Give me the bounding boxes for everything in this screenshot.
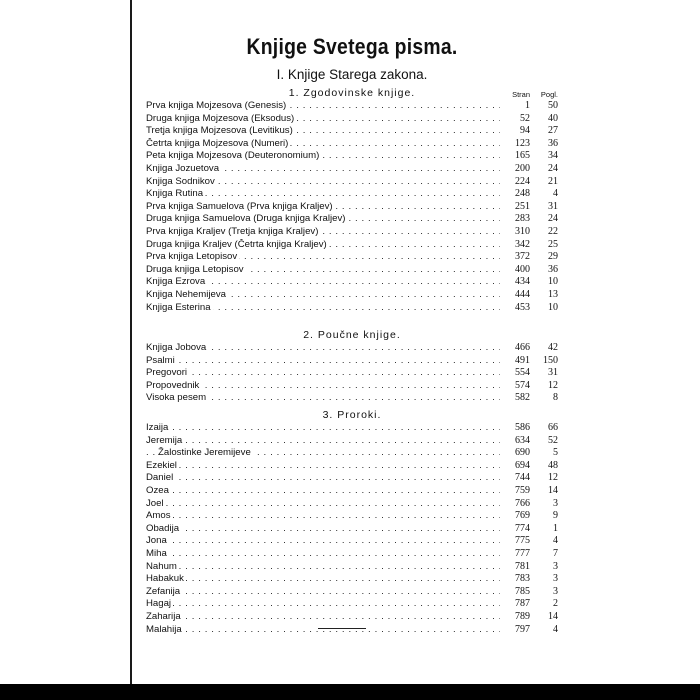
book-title: Peta knjiga Mojzesova (Deuteronomium) (146, 150, 320, 162)
book-title: Izaija (146, 422, 169, 433)
chapter-count: 50 (548, 100, 558, 111)
toc-title-cell (146, 226, 500, 239)
page-number: 248 (515, 188, 530, 200)
book-title: Zefanija (146, 585, 181, 597)
chapter-count: 27 (548, 125, 558, 137)
toc-row (146, 624, 558, 637)
chapter-count: 40 (548, 112, 558, 124)
toc-row (146, 561, 558, 574)
chapter-count: 4 (553, 535, 558, 547)
toc-title-cell (146, 611, 500, 624)
page-number: 694 (515, 459, 530, 471)
toc-row (146, 150, 558, 163)
page-number: 787 (515, 598, 530, 610)
book-title: Jeremija (146, 434, 183, 446)
toc-row (146, 573, 558, 586)
chapter-count: 34 (548, 150, 558, 162)
page-number: 224 (515, 175, 530, 187)
book-title: Tretja knjiga Mojzesova (Levitikus) (146, 125, 293, 137)
page-number: 789 (515, 610, 530, 622)
chapter-count: 7 (553, 547, 558, 559)
book-title: Knjiga Jobova (146, 342, 207, 353)
toc-title-cell (146, 239, 500, 252)
toc-title-cell (146, 598, 500, 611)
toc-row (146, 598, 558, 611)
toc-row (146, 226, 558, 239)
toc-row (146, 510, 558, 523)
book-title: Habakuk (146, 573, 184, 585)
book-spine-margin (0, 0, 132, 700)
book-title: Druga knjiga Kraljev (Četrta knjiga Kraljev) (146, 238, 327, 250)
page-number: 466 (515, 342, 530, 353)
toc-title-cell (146, 289, 500, 302)
page-number: 775 (515, 535, 530, 547)
page-number: 769 (515, 510, 530, 522)
section-heading: 2. Poučne knjige. (303, 329, 401, 341)
book-title: Knjiga Sodnikov (146, 175, 215, 187)
page-number: 200 (515, 162, 530, 174)
page-number: 797 (515, 623, 530, 635)
toc-row (146, 264, 558, 277)
chapter-count: 14 (548, 610, 558, 622)
toc-row (146, 113, 558, 126)
page-number: 310 (515, 225, 530, 237)
chapter-count: 8 (553, 392, 558, 404)
book-title: Propovednik (146, 379, 200, 391)
toc-title-cell (146, 213, 500, 226)
toc-title-cell (146, 302, 500, 315)
book-title: Zaharija (146, 610, 181, 622)
toc-title-cell (146, 125, 500, 138)
page-number: 783 (515, 573, 530, 585)
end-rule (318, 628, 366, 629)
toc-row (146, 251, 558, 264)
chapter-count: 4 (553, 188, 558, 200)
toc-row (146, 289, 558, 302)
chapter-count: 3 (553, 497, 558, 509)
book-title: Prva knjiga Letopisov (146, 251, 238, 263)
page-number: 491 (515, 354, 530, 366)
toc-row (146, 392, 558, 405)
chapter-count: 12 (548, 472, 558, 484)
page-number: 123 (515, 137, 530, 149)
toc-row (146, 380, 558, 393)
page-number: 1 (525, 100, 530, 111)
section-heading: 3. Proroki. (322, 409, 382, 421)
toc-title-cell (146, 422, 500, 435)
toc-row (146, 138, 558, 151)
toc-title-cell (146, 510, 500, 523)
page-number: 94 (520, 125, 530, 137)
toc-title-cell (146, 380, 500, 393)
toc-row (146, 342, 558, 355)
page-number: 52 (520, 112, 530, 124)
toc-list (146, 100, 558, 314)
toc-title-cell (146, 460, 500, 473)
page-number: 785 (515, 585, 530, 597)
book-title: Joel (146, 497, 164, 509)
toc-title-cell (146, 342, 500, 355)
chapter-count: 9 (553, 510, 558, 522)
section-wisdom-books (146, 328, 558, 404)
book-title: Četrta knjiga Mojzesova (Numeri) (146, 137, 289, 149)
toc-title-cell (146, 573, 500, 586)
chapter-count: 4 (553, 623, 558, 635)
page-number: 586 (515, 422, 530, 433)
toc-title-cell (146, 535, 500, 548)
toc-row (146, 548, 558, 561)
toc-row (146, 447, 558, 460)
page-number: 434 (515, 276, 530, 288)
toc-row (146, 472, 558, 485)
chapter-count: 12 (548, 379, 558, 391)
book-title: Knjiga Ezrova (146, 276, 206, 288)
page-number: 574 (515, 379, 530, 391)
chapter-count: 52 (548, 434, 558, 446)
book-title: Jona (146, 535, 167, 547)
toc-row (146, 100, 558, 113)
toc-title-cell (146, 367, 500, 380)
toc-title-cell (146, 523, 500, 536)
toc-row (146, 239, 558, 252)
toc-title-cell (146, 561, 500, 574)
section-prophets (146, 408, 558, 636)
chapter-count: 25 (548, 238, 558, 250)
chapter-count: 3 (553, 560, 558, 572)
toc-title-cell (146, 264, 500, 277)
toc-title-cell (146, 392, 500, 405)
page-number: 777 (515, 547, 530, 559)
toc-row (146, 125, 558, 138)
page-number: 744 (515, 472, 530, 484)
book-title: Malahija (146, 623, 182, 635)
toc-row (146, 586, 558, 599)
chapter-count: 13 (548, 288, 558, 300)
page-number: 453 (515, 301, 530, 313)
toc-title-cell (146, 355, 500, 368)
book-title: Prva knjiga Mojzesova (Genesis) (146, 100, 287, 111)
book-title: Visoka pesem (146, 392, 207, 404)
book-title: Žalostinke Jeremijeve (158, 447, 251, 459)
chapter-count: 31 (548, 200, 558, 212)
chapter-count: 1 (553, 522, 558, 534)
toc-title-cell (146, 176, 500, 189)
toc-list (146, 342, 558, 405)
scan-border (0, 684, 700, 700)
chapter-count: 29 (548, 251, 558, 263)
toc-title-cell (146, 548, 500, 561)
toc-title-cell (146, 498, 500, 511)
toc-row (146, 302, 558, 315)
chapter-count: 31 (548, 367, 558, 379)
book-title: Knjiga Jozuetova (146, 162, 220, 174)
page-number: 781 (515, 560, 530, 572)
book-title: Prva knjiga Kraljev (Tretja knjiga Kraljev) (146, 225, 319, 237)
toc-title-cell (146, 138, 500, 151)
book-title: Psalmi (146, 354, 175, 366)
book-title: Knjiga Nehemijeva (146, 288, 226, 300)
chapter-count: 10 (548, 301, 558, 313)
page-number: 690 (515, 447, 530, 459)
toc-title-cell (146, 586, 500, 599)
book-title: Druga knjiga Letopisov (146, 263, 244, 275)
chapter-count: 10 (548, 276, 558, 288)
book-page (146, 26, 558, 666)
book-title: Daniel (146, 472, 174, 484)
book-title: Nahum (146, 560, 177, 572)
chapter-count: 150 (543, 354, 558, 366)
toc-title-cell (146, 251, 500, 264)
toc-row (146, 611, 558, 624)
column-header-page: Stran (512, 90, 530, 99)
chapter-count: 3 (553, 585, 558, 597)
chapter-count: 14 (548, 484, 558, 496)
page-number: 554 (515, 367, 530, 379)
chapter-count: 66 (548, 422, 558, 433)
toc-title-cell (146, 485, 500, 498)
book-title: Knjiga Esterina (146, 301, 211, 313)
part-heading: I. Knjige Starega zakona. (276, 67, 428, 82)
toc-list (146, 422, 558, 636)
book-title: Ezekiel (146, 459, 177, 471)
page-number: 582 (515, 392, 530, 404)
page-number: 372 (515, 251, 530, 263)
toc-row (146, 276, 558, 289)
book-title: Prva knjiga Samuelova (Prva knjiga Kraljev) (146, 200, 333, 212)
page-number: 444 (515, 288, 530, 300)
page-number: 251 (515, 200, 530, 212)
toc-title-cell (146, 276, 500, 289)
page-number: 400 (515, 263, 530, 275)
toc-row (146, 201, 558, 214)
chapter-count: 5 (553, 447, 558, 459)
column-header-chapters: Pogl. (540, 90, 558, 99)
book-title: Ozea (146, 484, 169, 496)
toc-row (146, 355, 558, 368)
chapter-count: 24 (548, 213, 558, 225)
page-title: Knjige Svetega pisma. (246, 34, 458, 59)
page-edge-line (130, 0, 132, 700)
chapter-count: 24 (548, 162, 558, 174)
toc-row (146, 498, 558, 511)
chapter-count: 36 (548, 263, 558, 275)
book-title: Druga knjiga Samuelova (Druga knjiga Kraljev) (146, 213, 346, 225)
toc-row (146, 485, 558, 498)
book-title: Miha (146, 547, 167, 559)
toc-row (146, 188, 558, 201)
page-number: 766 (515, 497, 530, 509)
chapter-count: 21 (548, 175, 558, 187)
book-title: Knjiga Rutina (146, 188, 204, 200)
toc-title-cell (146, 472, 500, 485)
toc-title-cell (146, 447, 500, 460)
toc-row (146, 367, 558, 380)
toc-row (146, 163, 558, 176)
toc-title-cell (146, 188, 500, 201)
section-historical-books (146, 86, 558, 322)
toc-row (146, 460, 558, 473)
chapter-count: 48 (548, 459, 558, 471)
toc-title-cell (146, 435, 500, 448)
book-title: Hagaj (146, 598, 172, 610)
page-number: 283 (515, 213, 530, 225)
toc-title-cell (146, 624, 500, 637)
book-title: Amos (146, 510, 171, 522)
chapter-count: 3 (553, 573, 558, 585)
chapter-count: 22 (548, 225, 558, 237)
toc-row (146, 422, 558, 435)
toc-title-cell (146, 201, 500, 214)
page-number: 759 (515, 484, 530, 496)
page-number: 774 (515, 522, 530, 534)
toc-title-cell (146, 100, 500, 113)
book-title: Druga knjiga Mojzesova (Eksodus) (146, 112, 295, 124)
toc-row (146, 523, 558, 536)
chapter-count: 2 (553, 598, 558, 610)
column-headers (500, 90, 558, 99)
chapter-count: 42 (548, 342, 558, 353)
page-number: 165 (515, 150, 530, 162)
toc-title-cell (146, 163, 500, 176)
book-title: Obadija (146, 522, 180, 534)
toc-title-cell (146, 113, 500, 126)
toc-title-cell (146, 150, 500, 163)
chapter-count: 36 (548, 137, 558, 149)
toc-row (146, 176, 558, 189)
page-number: 342 (515, 238, 530, 250)
page-number: 634 (515, 434, 530, 446)
toc-row (146, 535, 558, 548)
toc-row (146, 435, 558, 448)
book-title: Pregovori (146, 367, 188, 379)
section-heading: 1. Zgodovinske knjige. (288, 87, 416, 99)
toc-row (146, 213, 558, 226)
